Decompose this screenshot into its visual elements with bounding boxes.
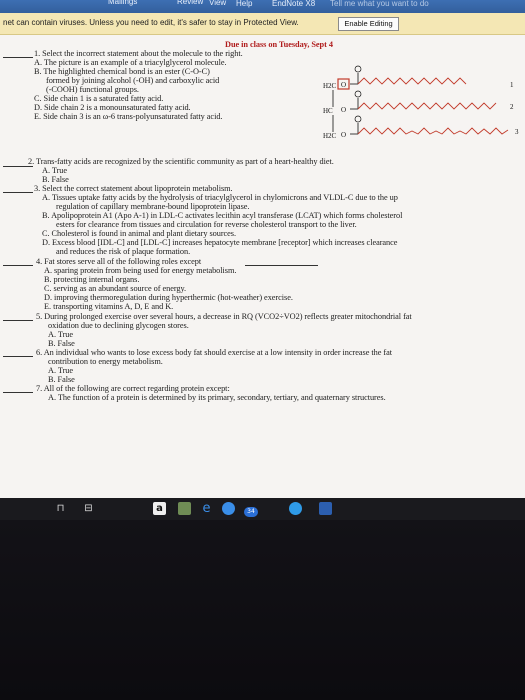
question-6: 6. An individual who wants to lose excess body fat should exercise at a low intensity in order increase the fat: [36, 348, 392, 357]
h2c-label: H2C: [323, 82, 337, 90]
q3-option-a: A. Tissues uptake fatty acids by the hydrolysis of triacylglycerol in chylomicrons and VLDL-C due to the up: [42, 193, 398, 202]
tab-endnote[interactable]: EndNote X8: [272, 0, 316, 8]
question-1: 1. Select the incorrect statement about the molecule to the right.: [34, 49, 243, 58]
ribbon-bar: [0, 0, 525, 13]
answer-blank: [3, 320, 33, 321]
q3-option-c: C. Cholesterol is found in animal and plant dietary sources.: [42, 229, 237, 238]
task-view-icon[interactable]: ⊟: [84, 503, 93, 514]
tab-review[interactable]: Review: [177, 0, 204, 6]
q3-option-b-cont: esters for clearance from tissues and circulation for reverse cholesterol transport to the liver.: [56, 220, 357, 229]
q4-option-a: A. sparing protein from being used for energy metabolism.: [44, 266, 237, 275]
answer-blank: [3, 192, 33, 193]
question-3: 3. Select the correct statement about lipoprotein metabolism.: [34, 184, 233, 193]
question-5: 5. During prolonged exercise over several hours, a decrease in RQ (VCO2÷VO2) reflects greater mitochondrial fat: [36, 312, 412, 321]
answer-blank: [3, 265, 33, 266]
fatty-acid-chain-2: [358, 103, 496, 109]
oxygen-label: O: [341, 81, 347, 89]
q4-option-b: B. protecting internal organs.: [44, 275, 140, 284]
q2-option-a: A. True: [42, 166, 68, 175]
q7-option-a: A. The function of a protein is determined by its primary, secondary, tertiary, and quaternary structures.: [48, 393, 386, 402]
q2-option-b: B. False: [42, 175, 69, 184]
fatty-acid-chain-3: [358, 128, 508, 134]
q1-option-e: E. Side chain 3 is an ω-6 trans-polyunsaturated fatty acid.: [34, 112, 223, 121]
q6-cont: contribution to energy metabolism.: [48, 357, 163, 366]
chain-label-3: 3: [515, 128, 519, 136]
document-page: [0, 35, 525, 498]
photos-icon[interactable]: [178, 502, 191, 515]
question-4: 4. Fat stores serve all of the following roles except: [36, 257, 202, 266]
question-2: 2. Trans-fatty acids are recognized by the scientific community as part of a heart-healthy diet.: [28, 157, 334, 166]
dark-background: [0, 520, 525, 700]
answer-blank: [3, 392, 33, 393]
browser-icon[interactable]: [222, 502, 235, 515]
q4-option-e: E. transporting vitamins A, D, E and K.: [44, 302, 174, 311]
h2c-label-bottom: H2C: [323, 132, 337, 140]
word-icon[interactable]: [319, 502, 332, 515]
answer-blank: [3, 57, 33, 58]
q1-option-c: C. Side chain 1 is a saturated fatty acid.: [34, 94, 164, 103]
protected-view-bar: [0, 13, 525, 35]
skype-icon[interactable]: [289, 502, 302, 515]
chain-label-2: 2: [510, 103, 514, 111]
q1-option-a: A. The picture is an example of a triacylglycerol molecule.: [34, 58, 227, 67]
answer-blank: [3, 356, 33, 357]
start-icon[interactable]: ⊓: [56, 503, 65, 514]
molecule-drawing: [320, 41, 525, 149]
amazon-icon[interactable]: a: [153, 502, 166, 515]
tell-me-search[interactable]: Tell me what you want to do: [330, 0, 429, 8]
fatty-acid-chain-1: [358, 78, 466, 84]
q5-option-b: B. False: [48, 339, 75, 348]
enable-editing-button[interactable]: Enable Editing: [338, 17, 399, 31]
answer-blank: [3, 166, 33, 167]
oxygen-label: O: [341, 106, 347, 114]
q3-option-a-cont: regulation of capillary membrane-bound lipoprotein lipase.: [56, 202, 250, 211]
q4-option-c: C. serving as an abundant source of energy.: [44, 284, 187, 293]
q1-option-b: B. The highlighted chemical bond is an ester (C-O-C): [34, 67, 210, 76]
assignment-heading: Due in class on Tuesday, Sept 4: [225, 40, 333, 49]
q1-option-b-cont: formed by joining alcohol (-OH) and carboxylic acid: [46, 76, 220, 85]
q5-option-a: A. True: [48, 330, 74, 339]
q6-option-a: A. True: [48, 366, 74, 375]
windows-taskbar: [0, 498, 525, 520]
q4-option-d: D. improving thermoregulation during hyperthermic (hot-weather) exercise.: [44, 293, 293, 302]
chain-label-1: 1: [510, 81, 514, 89]
q1-option-d: D. Side chain 2 is a monounsaturated fatty acid.: [34, 103, 191, 112]
triacylglycerol-molecule-diagram: [320, 41, 525, 149]
oxygen-label: O: [341, 131, 347, 139]
q6-option-b: B. False: [48, 375, 75, 384]
q3-option-d-cont: and reduces the risk of plaque formation.: [56, 247, 191, 256]
except-blank: [245, 265, 318, 266]
tab-mailings[interactable]: Mailings: [108, 0, 138, 6]
question-7: 7. All of the following are correct regarding protein except:: [36, 384, 230, 393]
protected-view-message: net can contain viruses. Unless you need to edit, it's safer to stay in Protected View.: [3, 18, 299, 27]
hc-label: HC: [323, 107, 333, 115]
q1-option-b-cont: (-COOH) functional groups.: [46, 85, 139, 94]
tab-view[interactable]: View: [209, 0, 227, 7]
q5-cont: oxidation due to declining glycogen stores.: [48, 321, 189, 330]
badge-count-icon: 34: [244, 507, 258, 517]
edge-icon[interactable]: e: [202, 501, 211, 516]
tab-help[interactable]: Help: [236, 0, 253, 8]
q3-option-b: B. Apolipoprotein A1 (Apo A-1) in LDL-C activates lecithin acyl transferase (LCAT) which forms cholesterol: [42, 211, 403, 220]
q3-option-d: D. Excess blood [IDL-C] and [LDL-C] increases hepatocyte membrane [receptor] which increases clearance: [42, 238, 398, 247]
